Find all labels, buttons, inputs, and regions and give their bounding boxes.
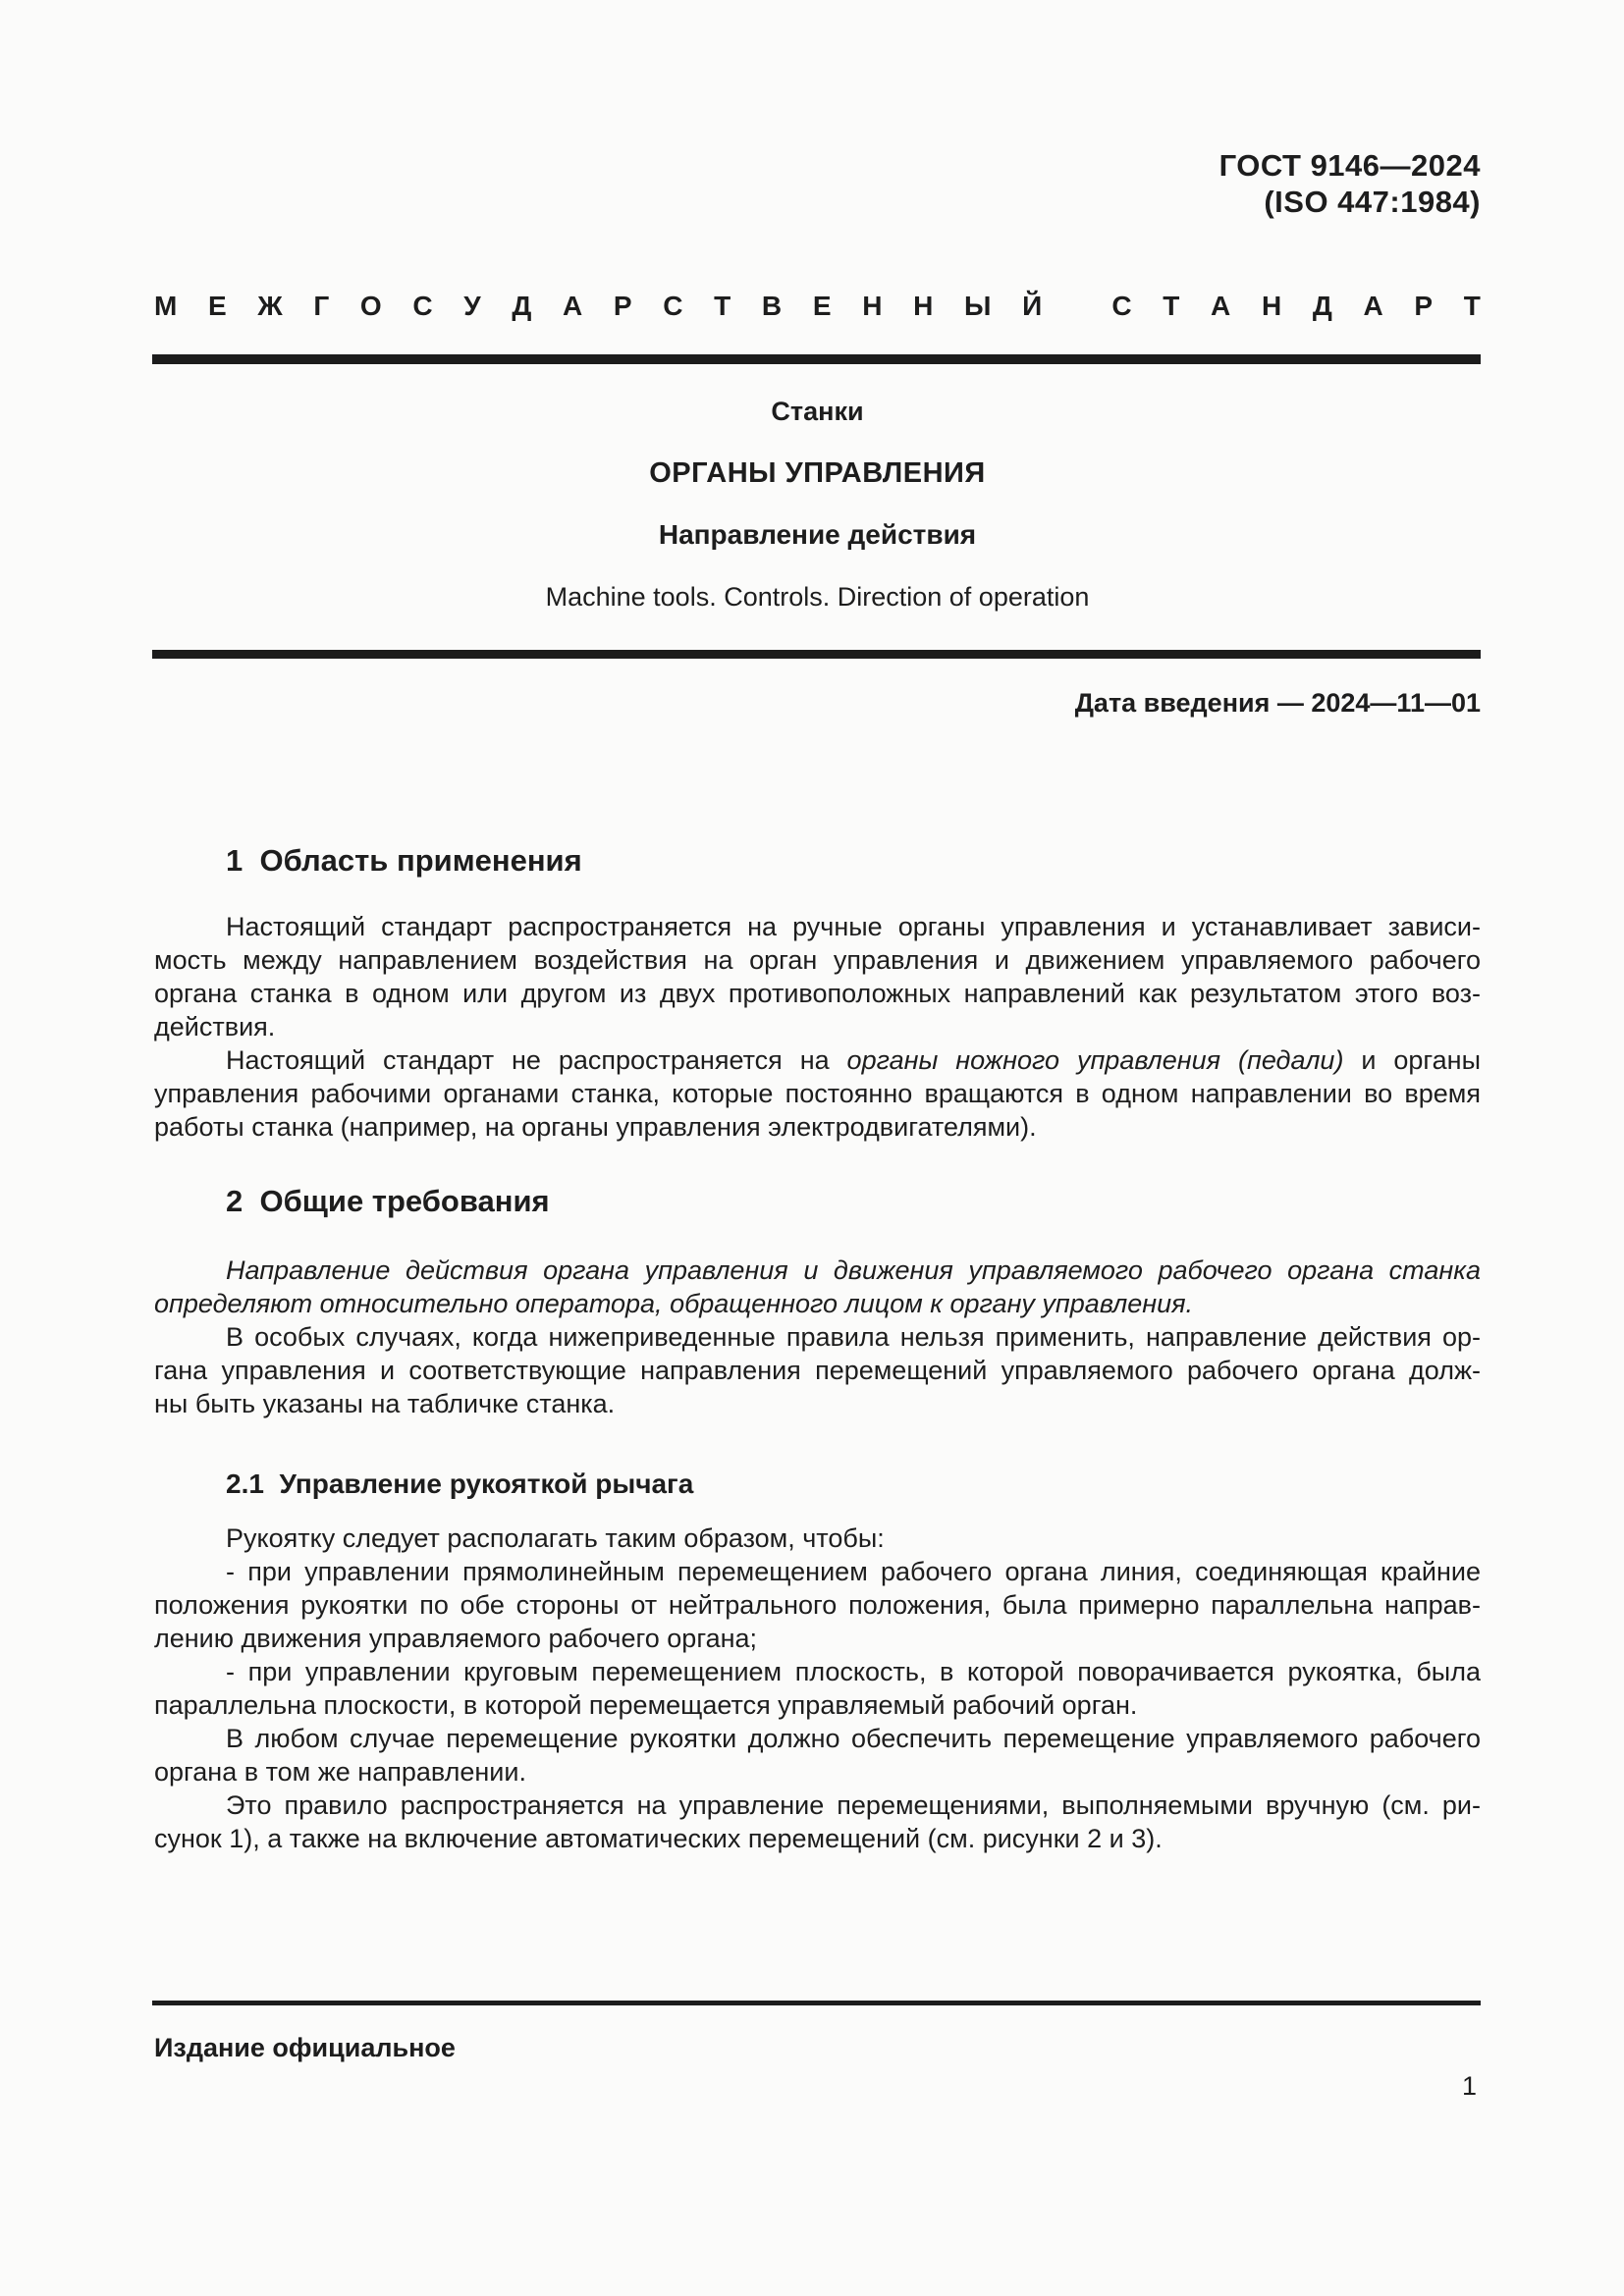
banner-letter: А — [562, 291, 583, 321]
banner-letter — [1073, 292, 1081, 321]
header-rule — [152, 354, 1481, 364]
banner-letter: Т — [1463, 291, 1481, 321]
banner-letter: Е — [812, 291, 832, 321]
section-heading: 2 Общие требования — [226, 1184, 550, 1218]
text-line: Настоящий стандарт распространяется на ручные органы управления и устанавливает зависи- — [226, 912, 1481, 941]
banner-letter: О — [359, 291, 382, 321]
banner-letter: Т — [714, 291, 731, 321]
paragraph — [154, 1043, 1481, 1144]
text-line: определяют относительно оператора, обращенного лицом к органу управления. — [154, 1289, 1194, 1318]
text-line: управления рабочими органами станка, которые постоянно вращаются в одном направлении во время — [154, 1079, 1481, 1108]
banner-letter: Н — [1261, 291, 1282, 321]
banner-letter: Р — [613, 291, 632, 321]
text-line: мость между направлением воздействия на орган управления и движением управляемого рабочего — [154, 945, 1481, 975]
text-line — [154, 1043, 1481, 1077]
page-number: 1 — [1461, 2071, 1477, 2101]
banner-letter: Й — [1022, 291, 1043, 321]
title-sub: Направление действия — [658, 519, 977, 550]
edition-note: Издание официальное — [154, 2033, 456, 2062]
text-line: Это правило распространяется на управление перемещениями, выполняемыми вручную (см. ри- — [226, 1790, 1481, 1820]
text-line: действия. — [154, 1012, 276, 1041]
standard-type-banner — [154, 292, 1481, 321]
banner-letter: Ж — [257, 291, 283, 321]
banner-letter: Т — [1163, 291, 1180, 321]
paragraph — [154, 1655, 1481, 1722]
text-line: - при управлении круговым перемещением плоскость, в которой поворачивается рукоятка, была — [226, 1657, 1481, 1686]
text-line: работы станка (например, на органы управления электродвигателями). — [154, 1112, 1037, 1142]
banner-letter: Д — [1312, 291, 1332, 321]
paragraph — [154, 1555, 1481, 1655]
text-line: органа в том же направлении. — [154, 1757, 526, 1787]
text-line: В особых случаях, когда нижеприведенные правила нельзя применить, направление действия ор- — [226, 1322, 1481, 1352]
date-rule — [152, 650, 1481, 659]
text-line: ны быть указаны на табличке станка. — [154, 1389, 616, 1418]
banner-letter: Д — [512, 291, 532, 321]
paragraph — [154, 1789, 1481, 1855]
banner-letter: У — [463, 291, 481, 321]
italic-run: органы ножного управления (педали) — [846, 1045, 1344, 1075]
text-line: Направление действия органа управления и движения управляемого рабочего органа станка — [226, 1255, 1481, 1285]
text-line: Рукоятку следует располагать таким образом, чтобы: — [226, 1523, 885, 1553]
iso-reference: (ISO 447:1984) — [1264, 185, 1481, 219]
section-heading: 1 Область применения — [226, 843, 582, 878]
paragraph — [154, 1722, 1481, 1789]
text-run: Настоящий стандарт не распространяется на — [226, 1045, 847, 1075]
doc-code: ГОСТ 9146—2024 — [1218, 148, 1481, 183]
banner-letter: Г — [313, 291, 330, 321]
banner-letter: Е — [208, 291, 227, 321]
text-line: гана управления и соответствующие направления перемещений управляемого рабочего органа долж- — [154, 1356, 1481, 1385]
text-line: сунок 1), а также на включение автоматических перемещений (см. рисунки 2 и 3). — [154, 1824, 1163, 1853]
effective-date: Дата введения — 2024—11—01 — [1074, 688, 1481, 718]
text-line: - при управлении прямолинейным перемещением рабочего органа линия, соединяющая крайние — [226, 1557, 1481, 1586]
banner-letter: Н — [913, 291, 934, 321]
paragraph — [154, 1320, 1481, 1420]
banner-letter: Ы — [964, 291, 992, 321]
subsection-heading: 2.1 Управление рукояткой рычага — [226, 1468, 694, 1499]
text-line: В любом случае перемещение рукоятки должно обеспечить перемещение управляемого рабочего — [226, 1724, 1481, 1753]
section — [154, 1183, 1481, 1855]
banner-letter: Р — [1414, 291, 1434, 321]
text-line: органа станка в одном или другом из двух противоположных направлений как результатом этого воз- — [154, 979, 1481, 1008]
banner-letter: Н — [862, 291, 883, 321]
doc-header — [154, 147, 1481, 220]
banner-letter: В — [761, 291, 783, 321]
section — [154, 842, 1481, 1144]
banner-letter: А — [1211, 291, 1231, 321]
title-english: Machine tools. Controls. Direction of operation — [545, 582, 1090, 612]
title-group: Станки — [771, 397, 864, 426]
content — [154, 842, 1481, 1855]
banner-letter: С — [412, 291, 433, 321]
text-run: и органы — [1343, 1045, 1481, 1075]
banner-letter: М — [154, 291, 178, 321]
banner-letter: А — [1363, 291, 1383, 321]
paragraph — [154, 910, 1481, 1043]
banner-letter: С — [1111, 291, 1132, 321]
footer-rule — [152, 2001, 1481, 2005]
banner-letter: С — [663, 291, 683, 321]
title-main: ОРГАНЫ УПРАВЛЕНИЯ — [649, 457, 986, 489]
paragraph — [154, 1254, 1481, 1320]
text-line: положения рукоятки по обе стороны от нейтрального положения, была примерно параллельна направ- — [154, 1590, 1481, 1620]
text-line: лению движения управляемого рабочего органа; — [154, 1624, 758, 1653]
text-line: параллельна плоскости, в которой перемещается управляемый рабочий орган. — [154, 1690, 1138, 1720]
paragraph — [154, 1522, 1481, 1555]
